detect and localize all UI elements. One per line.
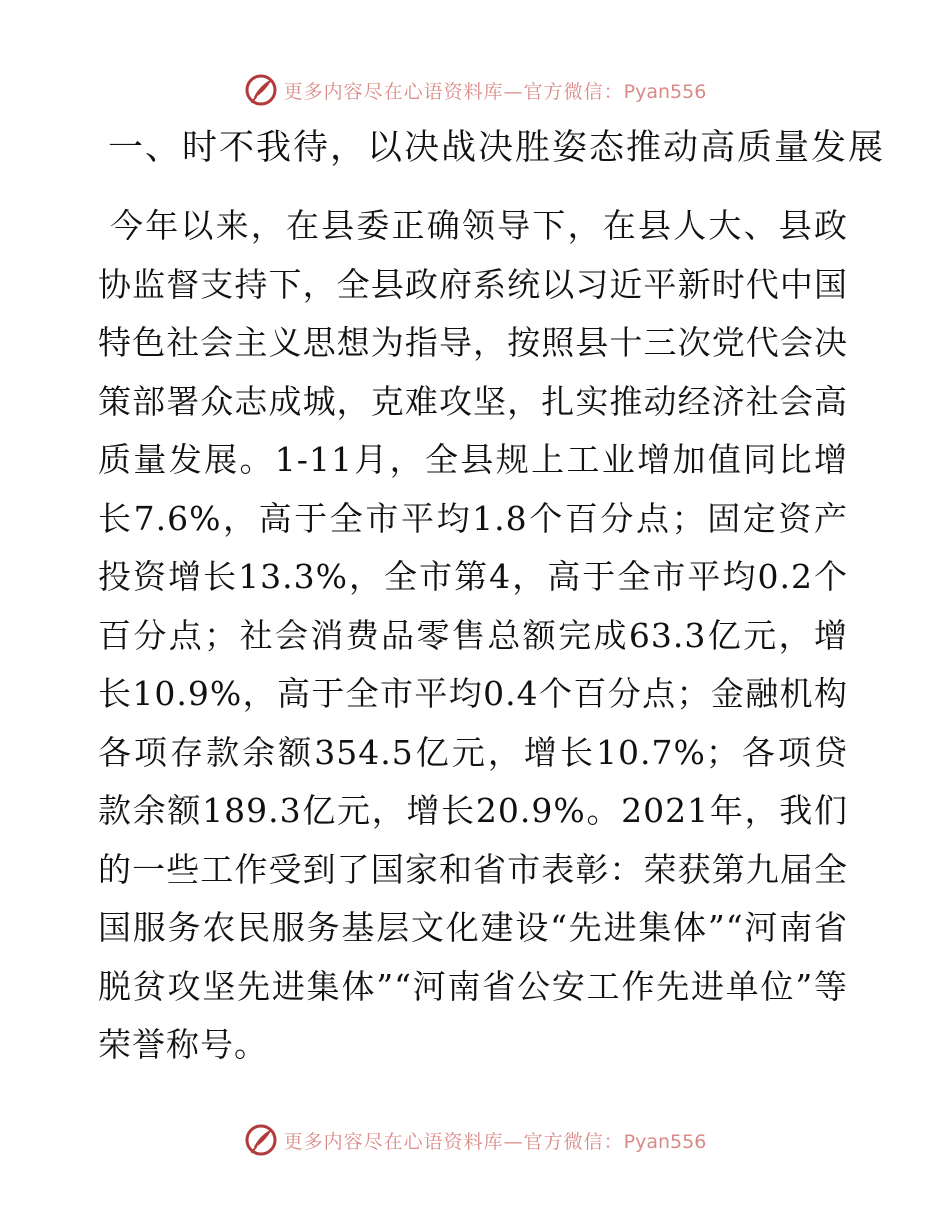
feather-pen-logo-icon [244,1123,278,1157]
watermark-text: 更多内容尽在心语资料库—官方微信：Pyan556 [283,80,707,103]
footer-watermark-banner [0,1120,950,1160]
watermark-text: 更多内容尽在心语资料库—官方微信：Pyan556 [283,1130,707,1153]
watermark-wechat-handle: Pyan556 [623,1130,707,1153]
watermark-wechat-handle: Pyan556 [623,80,707,103]
header-watermark-banner [0,70,950,110]
section-heading: 一、时不我待，以决战决胜姿态推动高质量发展 [108,128,886,168]
body-paragraph: 今年以来，在县委正确领导下，在县人大、县政协监督支持下，全县政府系统以习近平新时代中国特色社会主义思想为指导，按照县十三次党代会决策部署众志成城，克难攻坚，扎实推动经济社会高质量发展。1-11月，全县规上工业增加值同比增长7.6%，高于全市平均1.8个百分点；固定资产投资增长13.3%，全市第4，高于全市平均0.2个百分点；社会消费品零售总额完成63.3亿元，增长10.9%，高于全市平均0.4个百分点；金融机构各项存款余额354.5亿元，增长10.7%；各项贷款余额189.3亿元，增长20.9%。2021年，我们的一些工作受到了国家和省市表彰：荣获第九届全国服务农民服务基层文化建设“先进集体”“河南省脱贫攻坚先进集体”“河南省公安工作先进单位”等荣誉称号。 [98,206,848,1064]
feather-pen-logo-icon [244,73,278,107]
